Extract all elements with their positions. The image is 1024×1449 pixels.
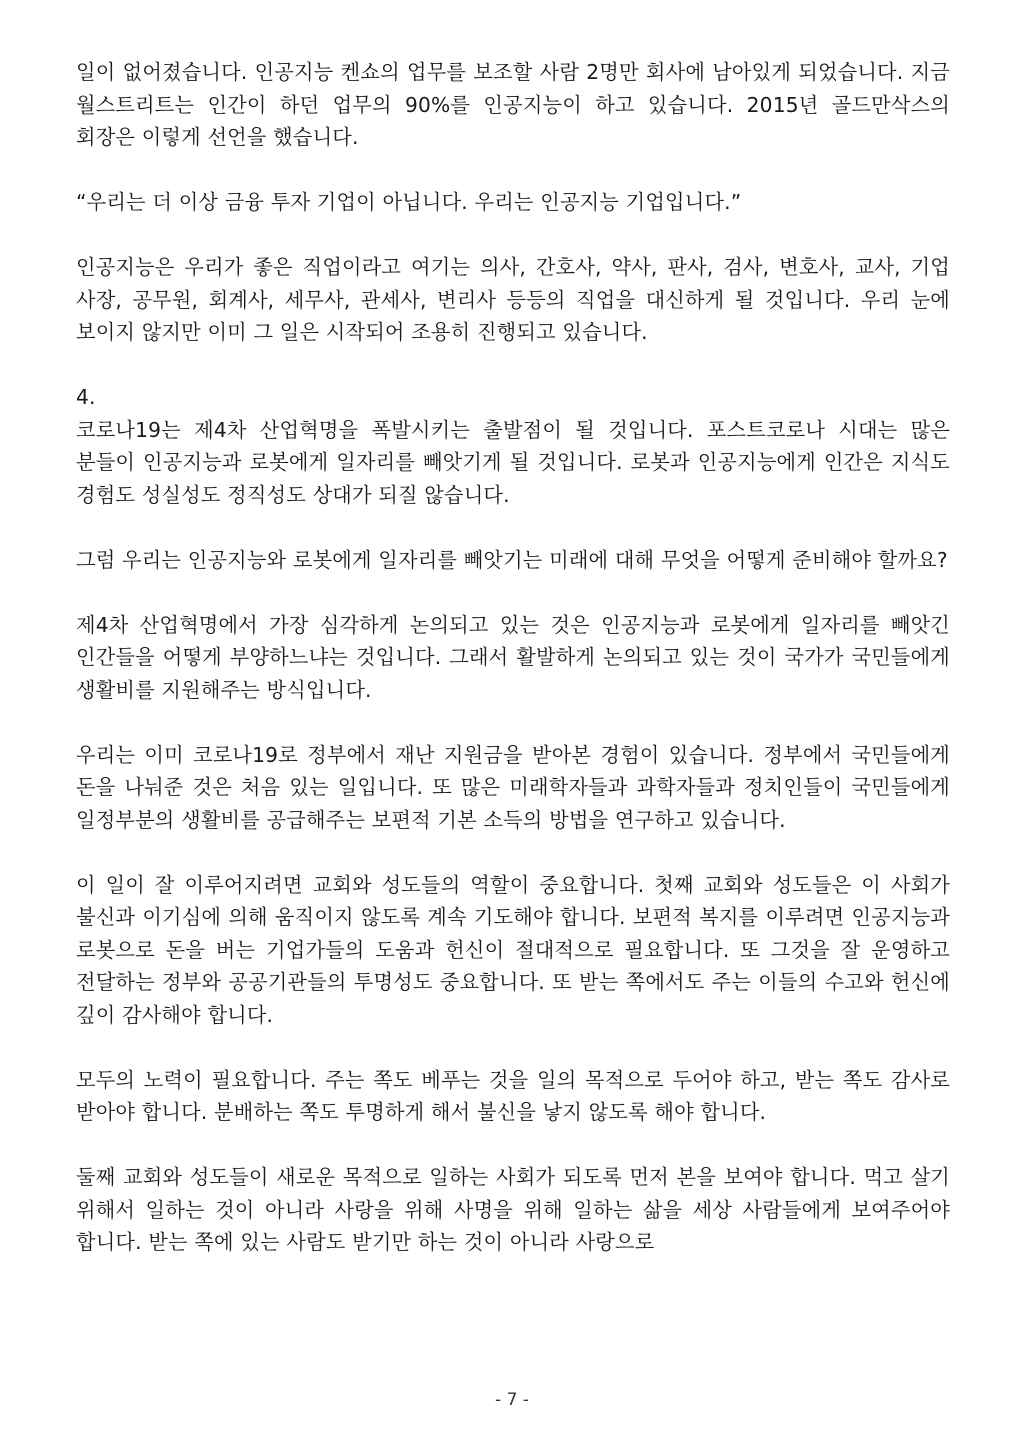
paragraph-question-prepare: 그럼 우리는 인공지능와 로봇에게 일자리를 빼앗기는 미래에 대해 무엇을 어떻게 준비해야 할까요? <box>76 547 948 572</box>
paragraph-church-role-second: 둘째 교회와 성도들이 새로운 목적으로 일하는 사회가 되도록 먼저 본을 보여야 합니다. 먹고 살기 위해서 일하는 것이 아니라 사랑을 위해 사명을 위해 일하는 삶을 세상 사람들에게 보여주어야 합니다. 받는 쪽에 있는 사람도 받기만 하는 것이 아니라 사랑으로 <box>76 1165 950 1254</box>
paragraph-jobs-replaced: 인공지능은 우리가 좋은 직업이라고 여기는 의사, 간호사, 약사, 판사, 검사, 변호사, 교사, 기업 사장, 공무원, 회계사, 세무사, 관세사, 변리사 등등의 직업을 대신하게 될 것입니다. 우리 눈에 보이지 않지만 이미 그 일은 시작되어 조용히 진행되고 있습니다. <box>76 255 950 344</box>
paragraph-covid-fourth-revolution: 코로나19는 제4차 산업혁명을 폭발시키는 출발점이 될 것입니다. 포스트코로나 시대는 많은 분들이 인공지능과 로봇에게 일자리를 빼앗기게 될 것입니다. 로봇과 인공지능에게 인간은 지식도 경험도 성실성도 정직성도 상대가 되질 않습니다. <box>76 417 950 507</box>
page-number: - 7 - <box>495 1390 529 1410</box>
paragraph-goldman-quote: “우리는 더 이상 금융 투자 기업이 아닙니다. 우리는 인공지능 기업입니다.” <box>76 190 742 214</box>
section-number: 4. <box>76 385 96 409</box>
document-body <box>76 56 950 1291</box>
paragraph-support-living-costs: 제4차 산업혁명에서 가장 심각하게 논의되고 있는 것은 인공지능과 로봇에게 일자리를 빼앗긴 인간들을 어떻게 부양하느냐는 것입니다. 그래서 활발하게 논의되고 있는 것이 국가가 국민들에게 생활비를 지원해주는 방식입니다. <box>76 612 950 702</box>
paragraph-kensho-wallstreet: 일이 없어졌습니다. 인공지능 켄쇼의 업무를 보조할 사람 2명만 회사에 남아있게 되었습니다. 지금 월스트리트는 인간이 하던 업무의 90%를 인공지능이 하고 있습니다. 2015년 골드만삭스의 회장은 이렇게 선언을 했습니다. <box>76 60 950 149</box>
paragraph-everyone-effort: 모두의 노력이 필요합니다. 주는 쪽도 베푸는 것을 일의 목적으로 두어야 하고, 받는 쪽도 감사로 받아야 합니다. 분배하는 쪽도 투명하게 해서 불신을 낳지 않도록 해야 합니다. <box>76 1067 950 1124</box>
paragraph-basic-income: 우리는 이미 코로나19로 정부에서 재난 지원금을 받아본 경험이 있습니다. 정부에서 국민들에게 돈을 나눠준 것은 처음 있는 일입니다. 또 많은 미래학자들과 과학자들과 정치인들이 국민들에게 일정부분의 생활비를 공급해주는 보편적 기본 소득의 방법을 연구하고 있습니다. <box>76 742 950 832</box>
paragraph-church-role-first: 이 일이 잘 이루어지려면 교회와 성도들의 역할이 중요합니다. 첫째 교회와 성도들은 이 사회가 불신과 이기심에 의해 움직이지 않도록 계속 기도해야 합니다. 보편적 복지를 이루려면 인공지능과 로봇으로 돈을 버는 기업가들의 도움과 헌신이 절대적으로 필요합니다. 또 그것을 잘 운영하고 전달하는 정부와 공공기관들의 투명성도 중요합니다. 또 받는 쪽에서도 주는 이들의 수고와 헌신에 깊이 감사해야 합니다. <box>76 872 950 1027</box>
